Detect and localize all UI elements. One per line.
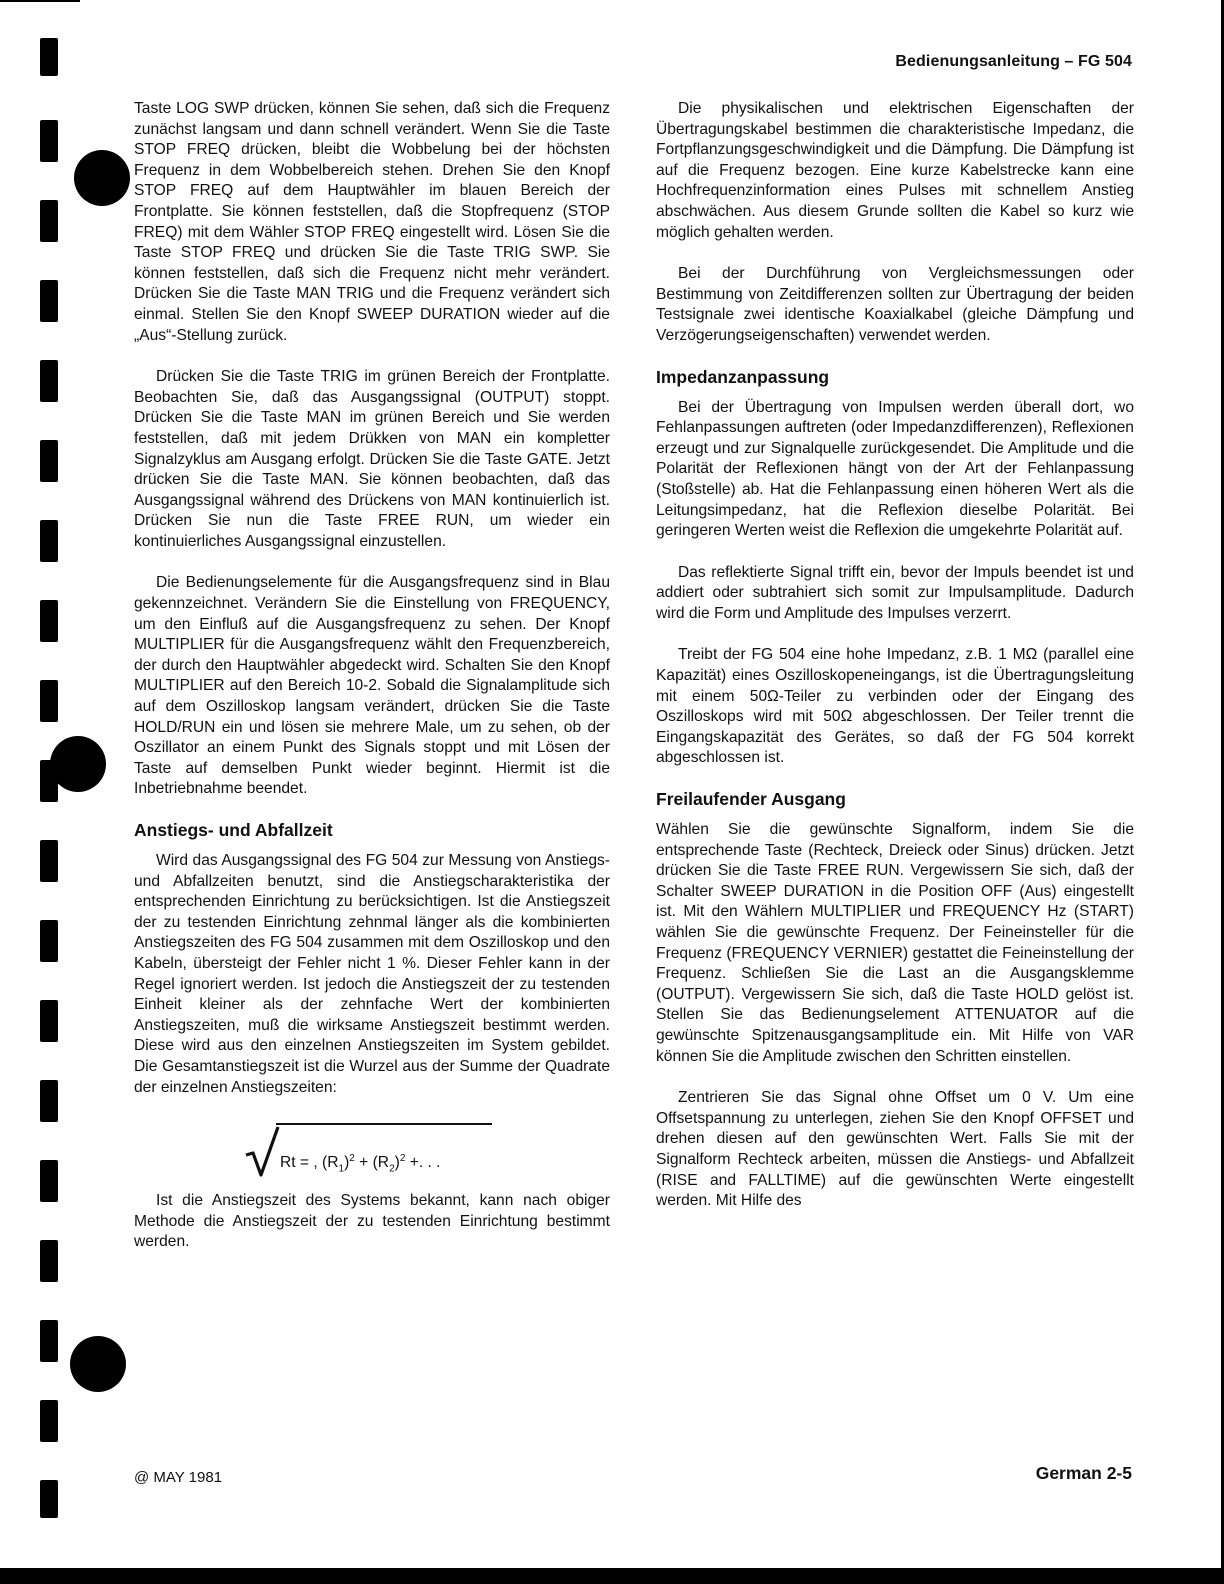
scan-edge-bottom [0,1568,1224,1584]
paragraph: Taste LOG SWP drücken, können Sie sehen, daß sich die Frequenz zunächst langsam und dann schnell verändert. Wenn Sie die Taste STOP FREQ drücken, bleibt die Wobbelung bei der höchsten Frequenz in dem Wobbelbereich stehen. Drehen Sie den Knopf STOP FREQ auf dem Hauptwähler im blauen Bereich der Frontplatte. Sie können feststellen, daß die Stopfrequenz (STOP FREQ) mit dem Wähler STOP FREQ eingestellt wird. Lösen Sie die Taste STOP FREQ und drücken Sie die Taste TRIG SWP. Sie können feststellen, daß sich die Frequenz nicht mehr verändert. Drücken Sie die Taste MAN TRIG und die Frequenz verändert sich einmal. Stellen Sie den Knopf SWEEP DURATION wieder auf die „Aus“-Stellung zurück. [134,100,610,344]
binder-mark [40,440,58,482]
formula-equals: = , [295,1154,323,1172]
right-column [656,99,1134,1233]
binder-mark [40,1080,58,1122]
formula-tail: +. . . [405,1154,441,1172]
paragraph: Die physikalischen und elektrischen Eigenschaften der Übertragungskabel bestimmen die charakteristische Impedanz, die Fortpflanzungsgeschwindigkeit und die Dämpfung. Die Dämpfung ist auf die Frequenz bezogen. Eine kurze Kabelstrecke kann eine Hochfrequenzinformation eines Pulses mit schnellem Anstieg abschwächen. Aus diesem Grunde sollten die Kabel so kurz wie möglich gehalten werden. [656,100,1134,241]
binder-mark [40,1400,58,1442]
binder-mark [40,280,58,322]
punch-hole [70,1336,126,1392]
punch-hole [74,150,130,206]
formula-subscript: 2 [389,1163,395,1175]
paragraph: Wird das Ausgangssignal des FG 504 zur Messung von Anstiegs- und Abfallzeiten benutzt, sind die Anstiegscharakteristika der entsprechenden Einrichtung zu berücksichtigen. Ist die Anstiegszeit der zu testenden Einrichtung zehnmal länger als die kombinierten Anstiegszeiten des FG 504 zusammen mit dem Oszilloskop und den Kabeln, übersteigt der Fehler nicht 1 %. Dieser Fehler kann in der Regel ignoriert werden. Ist jedoch die Anstiegszeit der zu testenden Einheit kleiner als der zehnfache Wert der kombinierten Anstiegszeiten, muß die wirksame Anstiegszeit bestimmt werden. Diese wird aus den einzelnen Anstiegszeiten im System gebildet. Die Gesamtanstiegszeit ist die Wurzel aus der Summe der Quadrate der einzelnen Anstiegszeiten: [134,852,610,1096]
section-heading: Anstiegs- und Abfallzeit [134,820,333,840]
binder-mark [40,1000,58,1042]
binder-mark [40,1480,58,1518]
formula-subscript: 1 [338,1163,345,1175]
square-root-icon [244,1125,280,1177]
section-heading: Freilaufender Ausgang [656,789,846,810]
page-number: German 2-5 [1035,1463,1132,1483]
paragraph: Drücken Sie die Taste TRIG im grünen Bereich der Frontplatte. Beobachten Sie, daß das Ausgangssignal (OUTPUT) stoppt. Drücken Sie die Taste MAN im grünen Bereich und Sie werden feststellen, daß mit jedem Drükken von MAN ein kompletter Signalzyklus am Ausgang erfolgt. Drücken Sie die Taste GATE. Jetzt drücken Sie die Taste MAN. Sie können beobachten, daß das Ausgangssignal während des Drückens von MAN kontinuierlich ist. Drücken Sie nun die Taste FREE RUN, um wieder ein kontinuierliches Ausgangssignal einzustellen. [134,368,610,550]
binder-mark [40,200,58,242]
paragraph: Zentrieren Sie das Signal ohne Offset um 0 V. Um eine Offsetspannung zu unterlegen, ziehen Sie den Knopf OFFSET und drehen diesen auf den gewünschten Wert. Falls Sie mit der Signalform Rechteck arbeiten, müssen die Anstiegs- und Abfallzeit (RISE and FALLTIME) auf die gewünschten Werte eingestellt werden. Mit Hilfe des [656,1089,1134,1210]
binder-mark [40,1240,58,1282]
binder-mark [40,1160,58,1202]
formula-term: (R [322,1154,339,1172]
formula-expression [280,1149,441,1180]
binder-mark [40,680,58,722]
formula-superscript: 2 [349,1153,355,1165]
formula-lhs: Rt [280,1154,296,1172]
paragraph: Wählen Sie die gewünschte Signalform, indem Sie die entsprechende Taste (Rechteck, Dreieck oder Sinus) drücken. Jetzt drücken Sie die Taste FREE RUN. Vergewissern Sie sich, daß der Schalter SWEEP DURATION in die Position OFF (Aus) eingestellt ist. Mit den Wählern MULTIPLIER und FREQUENCY Hz (START) wählen Sie die gewünschte Frequenz. Der Feineinsteller für die Frequenz (FREQUENCY VERNIER) gestattet die Feineinstellung der Frequenz. Schließen Sie die Last an die Ausgangsklemme (OUTPUT). Vergewissern Sie sich, daß die Taste HOLD gelöst ist. Stellen Sie das Bedienungselement ATTENUATOR auf die gewünschte Spitzenausgangsamplitude ein. Mit Hilfe von VAR können Sie die Amplitude zwischen den Schritten einstellen. [656,821,1134,1065]
formula-term: (R [372,1154,390,1172]
punch-hole [50,736,106,792]
scan-edge-top [0,0,80,2]
binder-mark [40,360,58,402]
paragraph: Bei der Übertragung von Impulsen werden überall dort, wo Fehlanpassungen auftreten (oder Impedanzdifferenzen), Reflexionen erzeugt und zur Signalquelle zurückgesendet. Die Amplitude und die Polarität der Reflexionen hängt von der Art der Fehlanpassung (Stoßstelle) ab. Hat die Fehlanpassung einen höheren Wert als die Leitungsimpedanz, hat die Reflexion dieselbe Polarität. Bei geringeren Werten weist die Reflexion die umgekehrte Polarität auf. [656,398,1134,540]
formula-plus: + [354,1154,373,1172]
binder-mark [40,600,58,642]
formula-term: ) [344,1154,350,1172]
radical-bar [276,1123,492,1125]
section-heading: Impedanzanpassung [656,366,830,387]
binder-mark [40,120,58,162]
rise-time-formula [134,1119,610,1177]
left-column [134,99,610,1274]
paragraph: Das reflektierte Signal trifft ein, bevor der Impuls beendet ist und addiert oder subtrahiert sich somit zur Impulsamplitude. Dadurch wird die Form und Amplitude des Impulses verzerrt. [656,563,1134,622]
binder-mark [40,38,58,76]
binder-mark [40,1320,58,1362]
paragraph: Ist die Anstiegszeit des Systems bekannt, kann nach obiger Methode die Anstiegszeit der zu testenden Einrichtung bestimmt werden. [134,1192,610,1251]
binder-mark [40,840,58,882]
binder-mark [40,920,58,962]
running-header: Bedienungsanleitung – FG 504 [895,53,1132,70]
paragraph: Treibt der FG 504 eine hohe Impedanz, z.B. 1 MΩ (parallel eine Kapazität) eines Oszilloskopeneingangs, ist die Übertragungsleitung mit einem 50Ω-Teiler zu verbinden oder der Eingang des Oszilloskops wird mit 50Ω abgeschlossen. Der Teiler trennt die Eingangskapazität des Gerätes, so daß der FG 504 korrekt abgeschlossen ist. [656,646,1134,767]
footer-date: @ MAY 1981 [134,1469,223,1486]
formula-term: ) [394,1154,400,1172]
binder-mark [40,520,58,562]
paragraph: Die Bedienungselemente für die Ausgangsfrequenz sind in Blau gekennzeichnet. Verändern Sie die Einstellung von FREQUENCY, um den Einfluß auf die Ausgangsfrequenz zu sehen. Der Knopf MULTIPLIER für die Ausgangsfrequenz wählt den Frequenzbereich, der durch den Hauptwähler abgedeckt wird. Schalten Sie den Knopf MULTIPLIER auf den Bereich 10-2. Sobald die Signalamplitude sich auf dem Oszilloskop langsam verändert, drücken Sie die Taste HOLD/RUN ein und lösen sie mehrere Male, um zu sehen, ob der Oszillator an einem Punkt des Signals stoppt und mit Lösen der Taste auf demselben Punkt wieder beginnt. Hiermit ist die Inbetriebnahme beendet. [134,574,610,798]
formula-superscript: 2 [399,1153,406,1165]
paragraph: Bei der Durchführung von Vergleichsmessungen oder Bestimmung von Zeitdifferenzen sollten zur Übertragung der beiden Testsignale zwei identische Koaxialkabel (gleiche Dämpfung und Verzögerungseigenschaften) verwendet werden. [656,265,1134,344]
